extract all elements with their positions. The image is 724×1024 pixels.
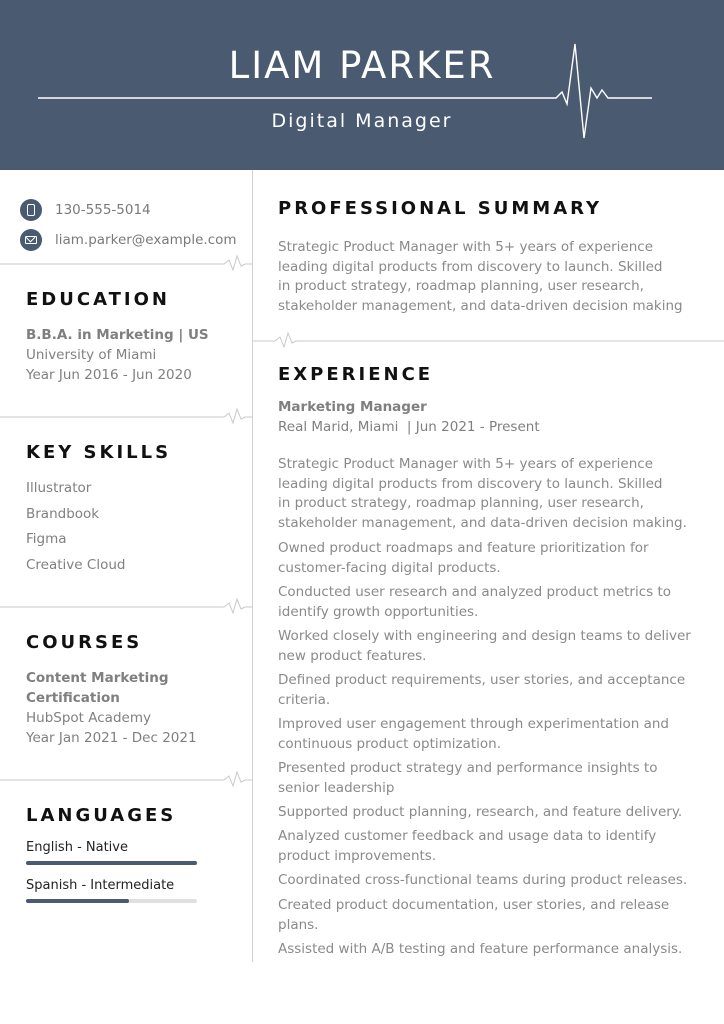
job-bullet bbox=[278, 538, 698, 578]
job-intro-line: Strategic Product Manager with 5+ years of experience bbox=[278, 456, 654, 472]
job-bullet-line: Owned product roadmaps and feature prioritization for bbox=[278, 540, 649, 556]
languages-heading: LANGUAGES bbox=[26, 805, 177, 826]
course-name-cont: Certification bbox=[26, 690, 120, 706]
phone-icon bbox=[20, 199, 42, 221]
job-bullet-line: criteria. bbox=[278, 692, 331, 708]
skill-item: Brandbook bbox=[26, 506, 100, 522]
job-bullet-line: Supported product planning, research, and feature delivery. bbox=[278, 804, 683, 820]
job-bullet bbox=[278, 895, 698, 935]
experience-heading: EXPERIENCE bbox=[278, 364, 434, 385]
job-intro-line: in product strategy, roadmap planning, user research, bbox=[278, 495, 644, 512]
language-level-bar bbox=[26, 861, 197, 865]
job-bullet bbox=[278, 939, 698, 959]
job-intro-line: stakeholder management, and data-driven decision making. bbox=[278, 515, 687, 532]
job-role: Marketing Manager bbox=[278, 399, 427, 415]
language-label: Spanish - Intermediate bbox=[26, 878, 175, 893]
education-years: Year Jun 2016 - Jun 2020 bbox=[26, 367, 192, 383]
job-bullet-line: new product features. bbox=[278, 648, 427, 664]
mail-icon bbox=[20, 229, 42, 251]
job-intro bbox=[278, 455, 698, 534]
summary-line: in product strategy, roadmap planning, user research, bbox=[278, 278, 644, 295]
summary-line: stakeholder management, and data-driven decision making bbox=[278, 298, 683, 315]
section-divider bbox=[0, 405, 260, 429]
job-bullet-line: Coordinated cross-functional teams during product releases. bbox=[278, 872, 688, 888]
job-bullet-line: Defined product requirements, user stories, and acceptance bbox=[278, 672, 686, 688]
summary-heading: PROFESSIONAL SUMMARY bbox=[278, 198, 603, 219]
education-school: University of Miami bbox=[26, 347, 157, 363]
job-bullet bbox=[278, 758, 698, 798]
education-degree: B.B.A. in Marketing | US bbox=[26, 327, 209, 343]
summary-line: Strategic Product Manager with 5+ years of experience bbox=[278, 239, 654, 255]
course-name: Content Marketing bbox=[26, 670, 169, 686]
job-bullet-line: Analyzed customer feedback and usage data to identify bbox=[278, 828, 657, 844]
skill-item: Figma bbox=[26, 531, 67, 547]
section-divider bbox=[0, 768, 260, 792]
language-level-bar bbox=[26, 899, 197, 903]
skill-item: Creative Cloud bbox=[26, 557, 126, 573]
courses-heading: COURSES bbox=[26, 632, 143, 653]
job-bullet-line: Conducted user research and analyzed product metrics to bbox=[278, 584, 672, 600]
candidate-name: LIAM PARKER bbox=[228, 44, 496, 87]
job-bullet-line: Worked closely with engineering and design teams to deliver bbox=[278, 628, 691, 644]
language-level-fill bbox=[26, 899, 129, 903]
skill-item: Illustrator bbox=[26, 480, 92, 496]
job-bullet bbox=[278, 870, 698, 890]
job-bullet bbox=[278, 802, 698, 822]
job-bullet bbox=[278, 626, 698, 666]
contact-email bbox=[20, 229, 237, 251]
job-bullet bbox=[278, 670, 698, 710]
summary-text bbox=[278, 238, 698, 317]
job-bullet-line: product improvements. bbox=[278, 848, 437, 864]
job-bullet bbox=[278, 714, 698, 754]
section-divider bbox=[0, 252, 260, 276]
job-bullet bbox=[278, 582, 698, 622]
job-bullet-line: Presented product strategy and performance insights to bbox=[278, 760, 658, 776]
job-bullet-line: Improved user engagement through experimentation and bbox=[278, 716, 669, 732]
skills-heading: KEY SKILLS bbox=[26, 442, 172, 463]
job-bullet-line: senior leadership bbox=[278, 780, 395, 796]
job-bullet bbox=[278, 826, 698, 866]
header-banner bbox=[0, 0, 724, 170]
phone-number: 130-555-5014 bbox=[55, 202, 151, 218]
education-heading: EDUCATION bbox=[26, 289, 170, 310]
job-company: Real Marid, Miami | Jun 2021 - Present bbox=[278, 419, 540, 435]
candidate-title: Digital Manager bbox=[271, 110, 453, 132]
job-bullet-line: continuous product optimization. bbox=[278, 736, 502, 752]
job-bullet-line: plans. bbox=[278, 917, 319, 933]
course-provider: HubSpot Academy bbox=[26, 710, 151, 726]
job-bullet-line: customer-facing digital products. bbox=[278, 560, 501, 576]
section-divider bbox=[253, 329, 724, 353]
email-address: liam.parker@example.com bbox=[55, 232, 237, 248]
job-intro-line: leading digital products from discovery to launch. Skilled bbox=[278, 475, 663, 492]
language-label: English - Native bbox=[26, 840, 128, 855]
job-bullet-line: identify growth opportunities. bbox=[278, 604, 479, 620]
summary-line: leading digital products from discovery to launch. Skilled bbox=[278, 258, 663, 275]
heartbeat-line-icon bbox=[0, 0, 724, 170]
contact-phone bbox=[20, 199, 151, 221]
course-years: Year Jan 2021 - Dec 2021 bbox=[26, 730, 197, 746]
job-bullet-line: Assisted with A/B testing and feature performance analysis. bbox=[278, 941, 683, 957]
section-divider bbox=[0, 595, 260, 619]
language-level-fill bbox=[26, 861, 197, 865]
column-divider bbox=[252, 170, 253, 962]
job-bullet-line: Created product documentation, user stories, and release bbox=[278, 897, 670, 913]
